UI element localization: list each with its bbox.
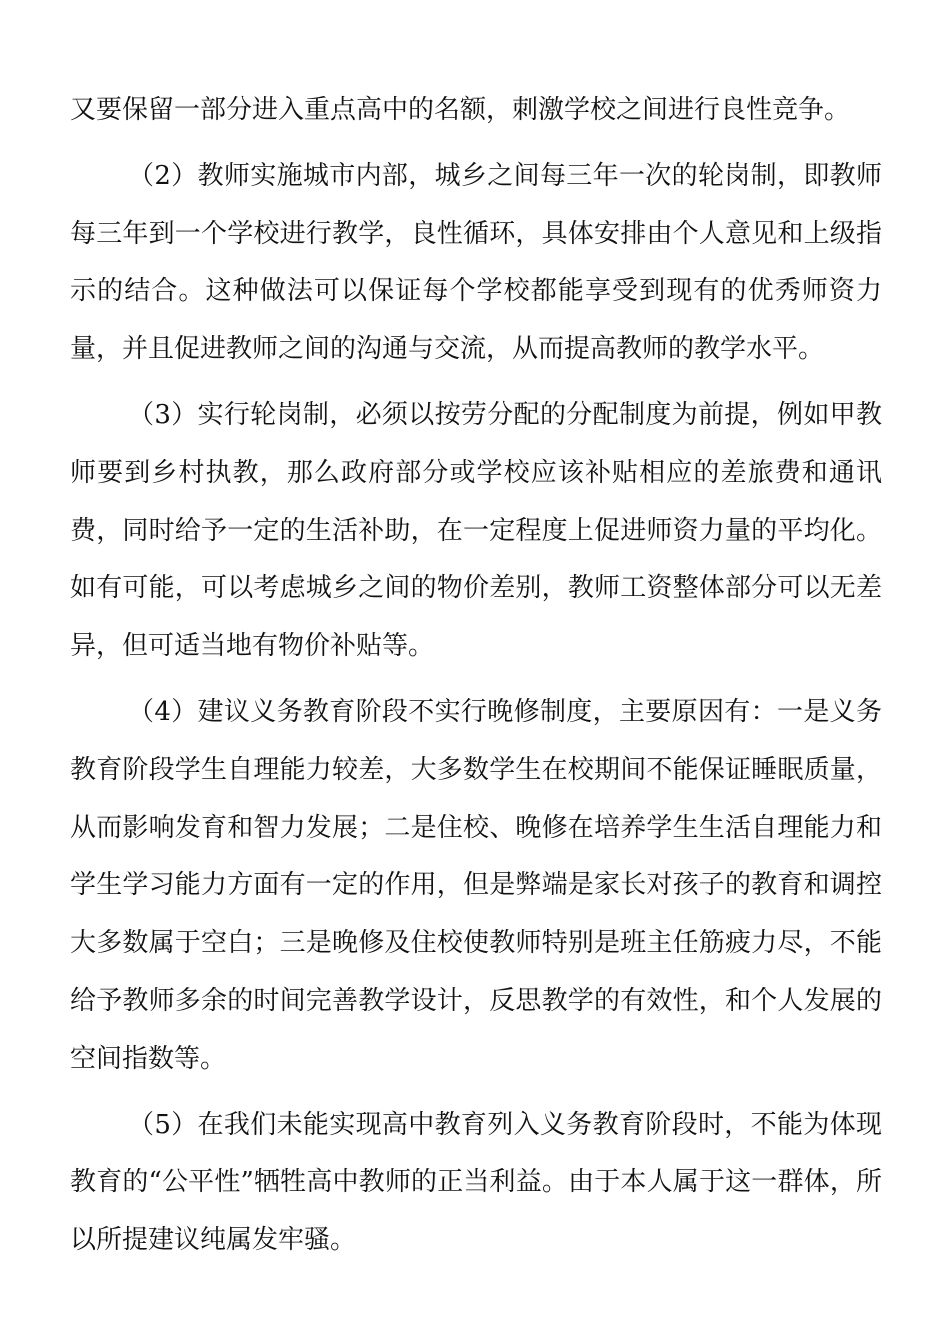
document-page xyxy=(70,82,882,1278)
paragraph-continuation: 又要保留一部分进入重点高中的名额，刺激学校之间进行良性竞争。 xyxy=(70,95,851,125)
paragraph-item-3: （3）实行轮岗制，必须以按劳分配的分配制度为前提，例如甲教师要到乡村执教，那么政府部分或学校应该补贴相应的差旅费和通讯费，同时给予一定的生活补助，在一定程度上促进师资力量的平均化。如有可能，可以考虑城乡之间的物价差别，教师工资整体部分可以无差异，但可适当地有物价补贴等。 xyxy=(70,399,882,662)
paragraph-item-5: （5）在我们未能实现高中教育列入义务教育阶段时，不能为体现教育的“公平性”牺牲高中教师的正当利益。由于本人属于这一群体，所以所提建议纯属发牢骚。 xyxy=(70,1109,882,1256)
paragraph-item-2: （2）教师实施城市内部，城乡之间每三年一次的轮岗制，即教师每三年到一个学校进行教学，良性循环，具体安排由个人意见和上级指示的结合。这种做法可以保证每个学校都能享受到现有的优秀师资力量，并且促进教师之间的沟通与交流，从而提高教师的教学水平。 xyxy=(70,160,882,365)
paragraph-item-4: （4）建议义务教育阶段不实行晚修制度，主要原因有：一是义务教育阶段学生自理能力较差，大多数学生在校期间不能保证睡眠质量，从而影响发育和智力发展；二是住校、晚修在培养学生生活自理能力和学生学习能力方面有一定的作用，但是弊端是家长对孩子的教育和调控大多数属于空白；三是晚修及住校使教师特别是班主任筋疲力尽，不能给予教师多余的时间完善教学设计，反思教学的有效性，和个人发展的空间指数等。 xyxy=(70,696,882,1074)
